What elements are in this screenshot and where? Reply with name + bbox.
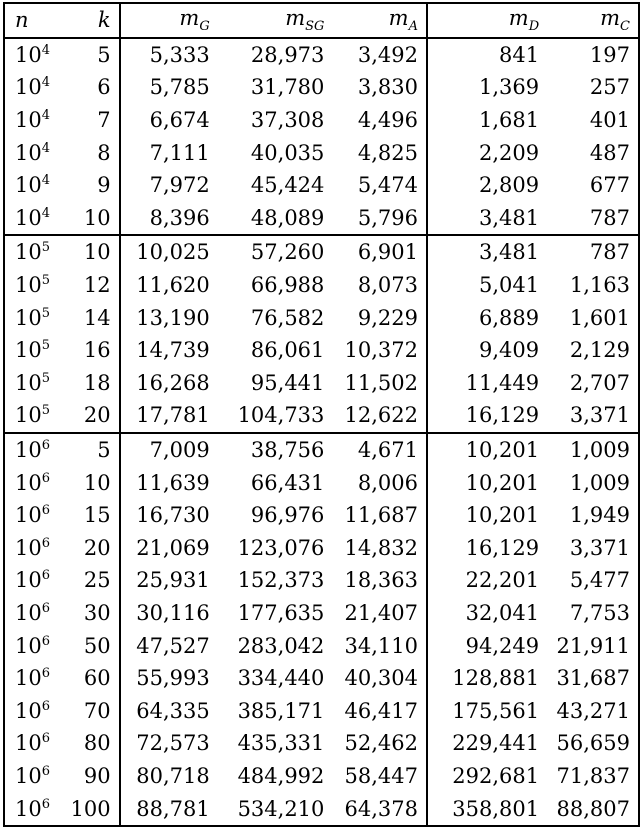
cell-m-sg: 334,440 [237,666,325,691]
n-exponent: 6 [41,763,51,779]
cell-k: 5 [63,433,120,467]
table-row [4,662,639,695]
header-symbol: n [15,8,29,33]
cell-k: 16 [63,334,120,367]
cell-k: 6 [63,71,120,104]
cell-m-sg: 48,089 [250,205,325,230]
cell-k: 14 [63,301,120,334]
cell-m-c: 1,163 [569,273,630,298]
cell-m-d: 2,809 [479,173,540,198]
header-subscript: D [528,19,540,35]
cell-m-d: 10,201 [465,438,540,463]
n-base: 10 [15,470,42,495]
cell-m-c: 487 [589,140,630,165]
cell-k: 20 [63,532,120,565]
table-row [4,235,639,269]
cell-n [4,269,63,302]
cell-m-c: 401 [589,108,630,133]
table-row [4,334,639,367]
cell-m-a: 8,006 [332,466,427,499]
n-exponent: 4 [41,140,51,156]
cell-m-sg: 435,331 [237,731,325,756]
cell-m-sg: 534,210 [237,796,325,821]
cell-m-c: 1,009 [569,470,630,495]
cell-m-a: 5,796 [332,202,427,236]
cell-m-sg: 104,733 [237,403,325,428]
cell-m-c: 7,753 [569,600,630,625]
cell-m-c: 56,659 [556,731,630,756]
header-symbol: m [285,6,306,31]
cell-m-sg: 283,042 [237,633,325,658]
cell-m-c: 1,949 [569,503,630,528]
table-row [4,367,639,400]
cell-m-a: 12,622 [332,399,427,433]
cell-m-g: 10,025 [136,240,210,265]
table-row [4,760,639,793]
cell-m-d: 32,041 [465,600,540,625]
cell-k: 10 [63,466,120,499]
cell-k: 10 [63,202,120,236]
table-row [4,202,639,236]
table-row [4,301,639,334]
table-row [4,629,639,662]
cell-m-g: 30,116 [136,600,210,625]
header-k [63,3,120,38]
cell-m-g: 80,718 [136,763,210,788]
n-base: 10 [15,796,42,821]
n-base: 10 [15,438,42,463]
cell-k: 10 [63,235,120,269]
cell-m-a: 9,229 [332,301,427,334]
header-symbol: m [508,6,529,31]
cell-n [4,169,63,202]
n-exponent: 6 [41,796,51,812]
n-exponent: 4 [41,42,51,58]
cell-m-sg: 152,373 [237,568,325,593]
n-exponent: 5 [41,273,51,289]
n-exponent: 4 [41,205,51,221]
n-exponent: 4 [41,173,51,189]
cell-m-d: 292,681 [452,763,540,788]
cell-m-sg: 86,061 [250,338,325,363]
header-symbol: m [179,6,200,31]
cell-k: 18 [63,367,120,400]
cell-m-g: 7,009 [149,438,210,463]
cell-m-g: 64,335 [136,698,210,723]
cell-m-c: 197 [589,42,630,67]
header-m-d [427,3,547,38]
n-exponent: 5 [41,240,51,256]
cell-m-sg: 45,424 [250,173,325,198]
cell-n [4,71,63,104]
cell-m-a: 4,671 [332,433,427,467]
cell-m-sg: 28,973 [250,42,325,67]
cell-m-g: 16,268 [136,370,210,395]
cell-m-sg: 37,308 [250,108,325,133]
n-exponent: 5 [41,305,51,321]
cell-m-sg: 484,992 [237,763,325,788]
cell-m-d: 6,889 [479,305,540,330]
header-symbol: m [600,6,621,31]
cell-m-g: 14,739 [136,338,210,363]
cell-m-g: 5,333 [149,42,210,67]
cell-m-d: 11,449 [465,370,540,395]
cell-m-a: 46,417 [332,694,427,727]
cell-m-c: 43,271 [556,698,630,723]
n-base: 10 [15,698,42,723]
table-row [4,694,639,727]
cell-m-c: 88,807 [556,796,630,821]
cell-k: 100 [63,792,120,826]
cell-m-a: 8,073 [332,269,427,302]
cell-m-d: 5,041 [479,273,540,298]
table-row [4,466,639,499]
cell-m-a: 3,492 [332,38,427,72]
table-row [4,597,639,630]
table-row [4,499,639,532]
cell-m-g: 88,781 [136,796,210,821]
n-base: 10 [15,633,42,658]
n-base: 10 [15,666,42,691]
cell-m-d: 2,209 [479,140,540,165]
cell-n [4,38,63,72]
n-base: 10 [15,42,42,67]
cell-m-sg: 66,988 [250,273,325,298]
table-row [4,169,639,202]
cell-n [4,792,63,826]
n-base: 10 [15,108,42,133]
cell-m-c: 1,009 [569,438,630,463]
cell-m-d: 841 [499,42,540,67]
cell-m-a: 3,830 [332,71,427,104]
cell-n [4,367,63,400]
header-n [4,3,63,38]
cell-m-a: 34,110 [332,629,427,662]
cell-m-a: 5,474 [332,169,427,202]
cell-m-sg: 31,780 [250,75,325,100]
cell-k: 30 [63,597,120,630]
cell-m-c: 5,477 [569,568,630,593]
cell-k: 7 [63,104,120,137]
cell-n [4,433,63,467]
cell-m-d: 10,201 [465,503,540,528]
cell-n [4,499,63,532]
cell-m-d: 229,441 [452,731,540,756]
cell-n [4,597,63,630]
cell-m-sg: 57,260 [250,240,325,265]
cell-n [4,760,63,793]
cell-m-a: 6,901 [332,235,427,269]
table-row [4,433,639,467]
header-row [4,3,639,38]
cell-m-c: 71,837 [556,763,630,788]
cell-m-g: 47,527 [136,633,210,658]
cell-k: 90 [63,760,120,793]
n-exponent: 6 [41,503,51,519]
cell-n [4,104,63,137]
n-exponent: 6 [41,535,51,551]
n-base: 10 [15,173,42,198]
cell-m-c: 31,687 [556,666,630,691]
table-row [4,104,639,137]
cell-m-d: 3,481 [479,205,540,230]
cell-m-c: 2,129 [569,338,630,363]
n-exponent: 6 [41,438,51,454]
n-base: 10 [15,75,42,100]
cell-m-d: 10,201 [465,470,540,495]
n-exponent: 6 [41,698,51,714]
cell-m-a: 10,372 [332,334,427,367]
cell-m-g: 72,573 [136,731,210,756]
cell-n [4,235,63,269]
header-subscript: C [620,19,630,35]
n-base: 10 [15,403,42,428]
cell-m-g: 7,972 [149,173,210,198]
cell-m-d: 128,881 [452,666,540,691]
cell-n [4,629,63,662]
header-symbol: m [388,6,409,31]
cell-k: 80 [63,727,120,760]
cell-m-d: 94,249 [465,633,540,658]
cell-m-a: 4,825 [332,136,427,169]
table-row [4,269,639,302]
n-exponent: 6 [41,666,51,682]
n-exponent: 6 [41,633,51,649]
cell-m-sg: 95,441 [250,370,325,395]
cell-m-g: 55,993 [136,666,210,691]
cell-m-g: 6,674 [149,108,210,133]
cell-m-c: 2,707 [569,370,630,395]
cell-m-c: 677 [589,173,630,198]
cell-m-d: 175,561 [452,698,540,723]
cell-n [4,532,63,565]
cell-m-d: 16,129 [465,403,540,428]
cell-m-a: 64,378 [332,792,427,826]
cell-m-a: 11,502 [332,367,427,400]
n-base: 10 [15,763,42,788]
n-base: 10 [15,370,42,395]
header-m-c [547,3,639,38]
cell-m-a: 14,832 [332,532,427,565]
table-header [4,3,639,38]
header-m-sg [218,3,333,38]
n-base: 10 [15,140,42,165]
header-subscript: A [408,19,418,35]
cell-n [4,399,63,433]
n-exponent: 6 [41,470,51,486]
cell-m-a: 58,447 [332,760,427,793]
cell-n [4,301,63,334]
cell-k: 12 [63,269,120,302]
cell-m-g: 11,620 [136,273,210,298]
n-base: 10 [15,305,42,330]
cell-m-sg: 66,431 [250,470,325,495]
cell-m-a: 21,407 [332,597,427,630]
n-exponent: 6 [41,600,51,616]
cell-m-a: 11,687 [332,499,427,532]
header-m-g [120,3,218,38]
cell-m-d: 1,681 [479,108,540,133]
n-base: 10 [15,338,42,363]
cell-m-a: 52,462 [332,727,427,760]
n-exponent: 5 [41,338,51,354]
n-base: 10 [15,535,42,560]
n-base: 10 [15,600,42,625]
cell-n [4,136,63,169]
cell-m-c: 3,371 [569,403,630,428]
cell-m-sg: 123,076 [237,535,325,560]
cell-m-a: 18,363 [332,564,427,597]
cell-n [4,727,63,760]
cell-m-g: 21,069 [136,535,210,560]
n-exponent: 5 [41,370,51,386]
cell-m-g: 5,785 [149,75,210,100]
cell-m-g: 11,639 [136,470,210,495]
cell-m-sg: 96,976 [250,503,325,528]
results-table [3,2,640,827]
cell-m-g: 25,931 [136,568,210,593]
n-base: 10 [15,503,42,528]
cell-m-c: 3,371 [569,535,630,560]
cell-m-g: 13,190 [136,305,210,330]
cell-n [4,564,63,597]
n-exponent: 4 [41,108,51,124]
cell-m-a: 4,496 [332,104,427,137]
n-exponent: 5 [41,403,51,419]
n-base: 10 [15,731,42,756]
cell-k: 50 [63,629,120,662]
header-subscript: G [199,19,210,35]
cell-m-d: 16,129 [465,535,540,560]
header-m-a [332,3,427,38]
cell-m-sg: 38,756 [250,438,325,463]
table-row [4,792,639,826]
cell-m-c: 257 [589,75,630,100]
table-row [4,136,639,169]
cell-n [4,334,63,367]
cell-k: 60 [63,662,120,695]
cell-m-d: 22,201 [465,568,540,593]
cell-n [4,662,63,695]
cell-m-c: 787 [589,205,630,230]
cell-k: 9 [63,169,120,202]
table-row [4,38,639,72]
cell-k: 25 [63,564,120,597]
cell-m-d: 9,409 [479,338,540,363]
cell-m-a: 40,304 [332,662,427,695]
cell-k: 8 [63,136,120,169]
cell-n [4,694,63,727]
n-exponent: 6 [41,731,51,747]
cell-m-d: 1,369 [479,75,540,100]
n-base: 10 [15,568,42,593]
n-base: 10 [15,205,42,230]
header-symbol: k [97,8,111,33]
cell-m-sg: 40,035 [250,140,325,165]
cell-m-d: 358,801 [452,796,540,821]
cell-m-g: 7,111 [149,140,210,165]
table-row [4,399,639,433]
cell-m-sg: 177,635 [237,600,325,625]
n-exponent: 4 [41,75,51,91]
cell-k: 5 [63,38,120,72]
header-subscript: SG [305,19,325,35]
table-body [4,38,639,826]
table-row [4,532,639,565]
cell-m-sg: 385,171 [237,698,325,723]
cell-m-c: 1,601 [569,305,630,330]
n-base: 10 [15,240,42,265]
n-base: 10 [15,273,42,298]
table-row [4,727,639,760]
cell-k: 15 [63,499,120,532]
table-row [4,71,639,104]
cell-n [4,202,63,236]
table-row [4,564,639,597]
cell-m-sg: 76,582 [250,305,325,330]
cell-m-g: 17,781 [136,403,210,428]
cell-n [4,466,63,499]
cell-k: 70 [63,694,120,727]
cell-k: 20 [63,399,120,433]
cell-m-d: 3,481 [479,240,540,265]
n-exponent: 6 [41,568,51,584]
cell-m-g: 16,730 [136,503,210,528]
cell-m-g: 8,396 [149,205,210,230]
cell-m-c: 787 [589,240,630,265]
cell-m-c: 21,911 [556,633,630,658]
